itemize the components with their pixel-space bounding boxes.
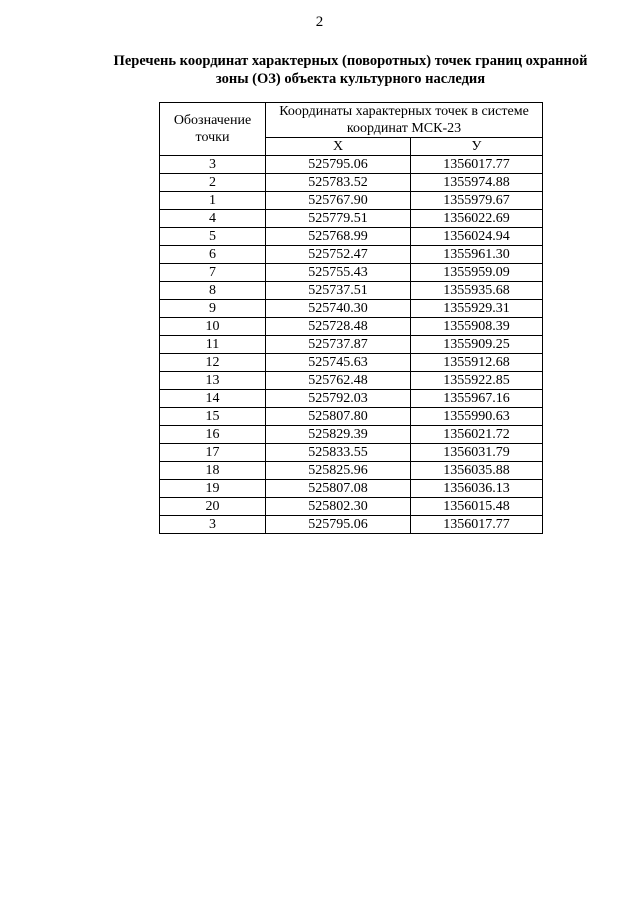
table-row bbox=[160, 390, 543, 408]
y-coordinate-cell: 1355935.68 bbox=[411, 282, 543, 300]
y-coordinate-cell: 1355967.16 bbox=[411, 390, 543, 408]
table-row bbox=[160, 516, 543, 534]
y-coordinate-cell: 1355912.68 bbox=[411, 354, 543, 372]
point-designation-header-line-2: точки bbox=[195, 130, 230, 145]
x-coordinate-cell: 525829.39 bbox=[266, 426, 411, 444]
table-row bbox=[160, 444, 543, 462]
point-cell: 8 bbox=[160, 282, 266, 300]
point-cell: 3 bbox=[160, 516, 266, 534]
table-row bbox=[160, 498, 543, 516]
point-cell: 19 bbox=[160, 480, 266, 498]
x-coordinate-cell: 525783.52 bbox=[266, 174, 411, 192]
point-cell: 13 bbox=[160, 372, 266, 390]
x-column-header: X bbox=[266, 138, 411, 156]
x-coordinate-cell: 525802.30 bbox=[266, 498, 411, 516]
y-column-header: У bbox=[411, 138, 543, 156]
table-row bbox=[160, 426, 543, 444]
table-row bbox=[160, 192, 543, 210]
point-cell: 6 bbox=[160, 246, 266, 264]
table-row bbox=[160, 318, 543, 336]
y-coordinate-cell: 1356015.48 bbox=[411, 498, 543, 516]
y-coordinate-cell: 1355922.85 bbox=[411, 372, 543, 390]
x-coordinate-cell: 525795.06 bbox=[266, 516, 411, 534]
table-row bbox=[160, 228, 543, 246]
point-cell: 10 bbox=[160, 318, 266, 336]
point-designation-header bbox=[160, 103, 266, 156]
y-coordinate-cell: 1356024.94 bbox=[411, 228, 543, 246]
table-row bbox=[160, 174, 543, 192]
point-cell: 9 bbox=[160, 300, 266, 318]
point-cell: 4 bbox=[160, 210, 266, 228]
point-cell: 20 bbox=[160, 498, 266, 516]
document-title-line-2: зоны (ОЗ) объекта культурного наследия bbox=[215, 71, 486, 87]
coordinates-system-header-line-1: Координаты характерных точек в системе bbox=[279, 104, 529, 119]
table-row bbox=[160, 282, 543, 300]
x-coordinate-cell: 525728.48 bbox=[266, 318, 411, 336]
x-coordinate-cell: 525745.63 bbox=[266, 354, 411, 372]
y-coordinate-cell: 1355961.30 bbox=[411, 246, 543, 264]
x-coordinate-cell: 525833.55 bbox=[266, 444, 411, 462]
table-row bbox=[160, 300, 543, 318]
page-number: 2 bbox=[315, 14, 324, 30]
coordinates-system-header bbox=[266, 103, 543, 138]
y-coordinate-cell: 1356017.77 bbox=[411, 156, 543, 174]
coordinates-table bbox=[159, 102, 543, 534]
table-row bbox=[160, 246, 543, 264]
x-coordinate-cell: 525767.90 bbox=[266, 192, 411, 210]
coordinates-table-body bbox=[160, 156, 543, 534]
x-coordinate-cell: 525768.99 bbox=[266, 228, 411, 246]
table-row bbox=[160, 264, 543, 282]
x-coordinate-cell: 525792.03 bbox=[266, 390, 411, 408]
x-coordinate-cell: 525825.96 bbox=[266, 462, 411, 480]
table-row bbox=[160, 210, 543, 228]
point-cell: 16 bbox=[160, 426, 266, 444]
y-coordinate-cell: 1356031.79 bbox=[411, 444, 543, 462]
coordinates-system-header-line-2: координат МСК-23 bbox=[346, 121, 462, 136]
x-coordinate-cell: 525807.80 bbox=[266, 408, 411, 426]
point-cell: 15 bbox=[160, 408, 266, 426]
point-cell: 5 bbox=[160, 228, 266, 246]
y-coordinate-cell: 1355909.25 bbox=[411, 336, 543, 354]
x-coordinate-cell: 525737.87 bbox=[266, 336, 411, 354]
table-row bbox=[160, 462, 543, 480]
point-cell: 7 bbox=[160, 264, 266, 282]
y-coordinate-cell: 1356035.88 bbox=[411, 462, 543, 480]
point-cell: 2 bbox=[160, 174, 266, 192]
x-coordinate-cell: 525752.47 bbox=[266, 246, 411, 264]
y-coordinate-cell: 1355990.63 bbox=[411, 408, 543, 426]
x-coordinate-cell: 525795.06 bbox=[266, 156, 411, 174]
point-cell: 3 bbox=[160, 156, 266, 174]
point-cell: 11 bbox=[160, 336, 266, 354]
y-coordinate-cell: 1355959.09 bbox=[411, 264, 543, 282]
y-coordinate-cell: 1355908.39 bbox=[411, 318, 543, 336]
point-cell: 14 bbox=[160, 390, 266, 408]
y-coordinate-cell: 1355929.31 bbox=[411, 300, 543, 318]
x-coordinate-cell: 525807.08 bbox=[266, 480, 411, 498]
y-coordinate-cell: 1356036.13 bbox=[411, 480, 543, 498]
point-cell: 17 bbox=[160, 444, 266, 462]
y-coordinate-cell: 1356022.69 bbox=[411, 210, 543, 228]
document-title-line-1: Перечень координат характерных (поворотных) точек границ охранной bbox=[113, 53, 588, 69]
point-cell: 18 bbox=[160, 462, 266, 480]
x-coordinate-cell: 525737.51 bbox=[266, 282, 411, 300]
table-row bbox=[160, 336, 543, 354]
point-cell: 1 bbox=[160, 192, 266, 210]
y-coordinate-cell: 1356017.77 bbox=[411, 516, 543, 534]
y-coordinate-cell: 1355979.67 bbox=[411, 192, 543, 210]
point-cell: 12 bbox=[160, 354, 266, 372]
table-row bbox=[160, 480, 543, 498]
point-designation-header-line-1: Обозначение bbox=[173, 113, 252, 128]
y-coordinate-cell: 1356021.72 bbox=[411, 426, 543, 444]
coordinates-table-header bbox=[160, 103, 543, 156]
x-coordinate-cell: 525740.30 bbox=[266, 300, 411, 318]
table-row bbox=[160, 354, 543, 372]
x-coordinate-cell: 525755.43 bbox=[266, 264, 411, 282]
table-row bbox=[160, 408, 543, 426]
x-coordinate-cell: 525762.48 bbox=[266, 372, 411, 390]
x-coordinate-cell: 525779.51 bbox=[266, 210, 411, 228]
table-row bbox=[160, 156, 543, 174]
document-title bbox=[92, 52, 609, 88]
y-coordinate-cell: 1355974.88 bbox=[411, 174, 543, 192]
table-row bbox=[160, 372, 543, 390]
